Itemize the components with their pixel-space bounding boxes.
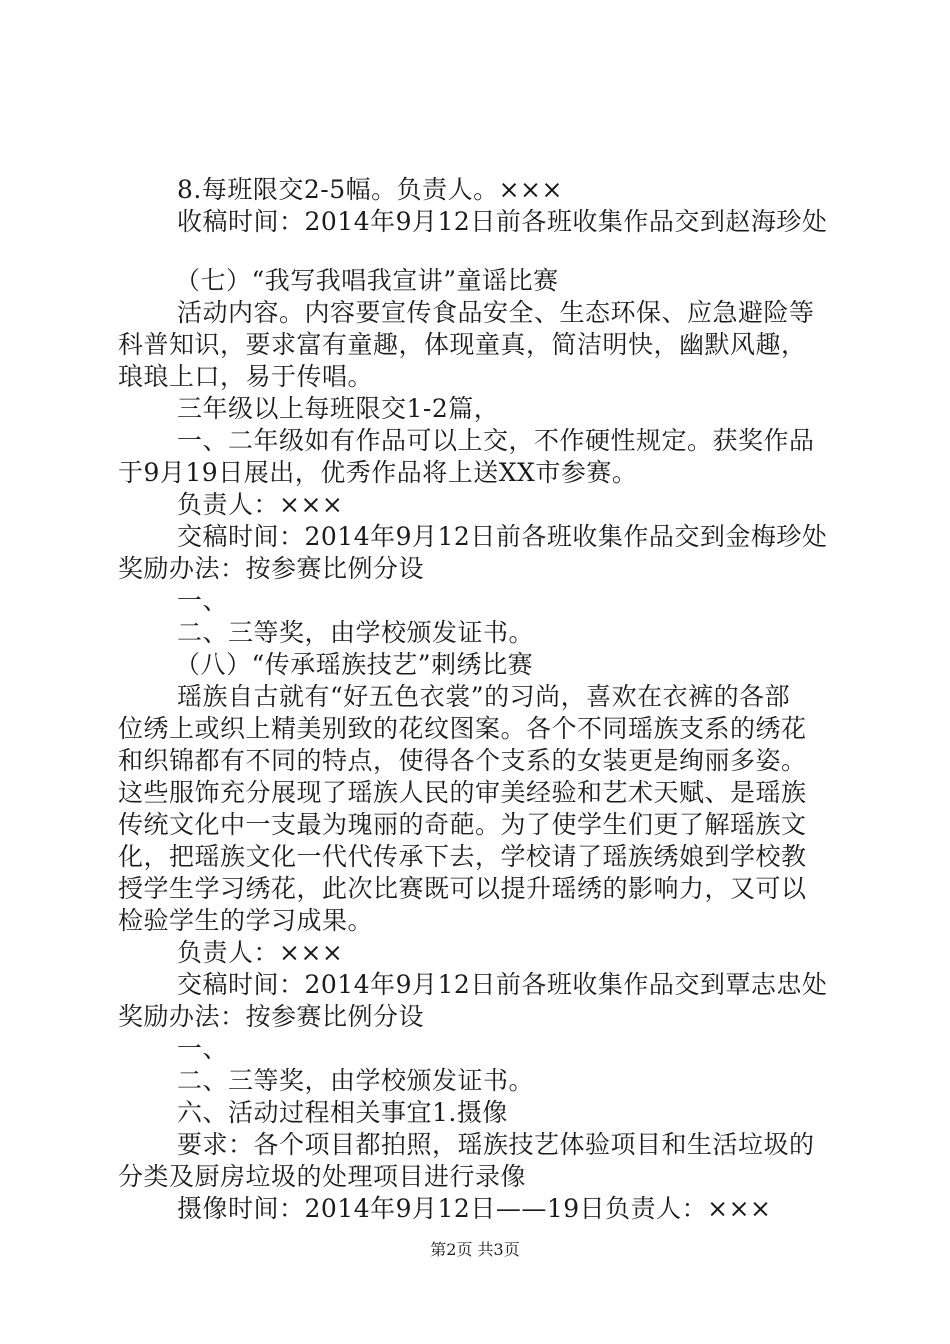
page-footer: 第2页 共3页: [430, 1240, 520, 1259]
text-line: 交稿时间：2014年9月12日前各班收集作品交到金梅珍处: [177, 522, 828, 551]
text-line: 奖励办法：按参赛比例分设: [118, 554, 425, 583]
text-line: 活动内容。内容要宣传食品安全、生态环保、应急避险等: [177, 298, 815, 327]
text-line: 授学生学习绣花，此次比赛既可以提升瑶绣的影响力，又可以: [118, 874, 807, 903]
text-line: 分类及厨房垃圾的处理项目进行录像: [118, 1162, 527, 1191]
text-line: 要求：各个项目都拍照，瑶族技艺体验项目和生活垃圾的: [177, 1130, 815, 1159]
text-line: 二、三等奖，由学校颁发证书。: [177, 1066, 535, 1095]
section-heading: （八）“传承瑶族技艺”刺绣比赛: [175, 650, 534, 679]
text-line: 和织锦都有不同的特点，使得各个支系的女装更是绚丽多姿。: [118, 746, 807, 775]
text-line: 瑶族自古就有“好五色衣裳”的习尚，喜欢在衣裤的各部: [177, 682, 791, 711]
text-line: 这些服饰充分展现了瑶族人民的审美经验和艺术天赋、是瑶族: [118, 778, 807, 807]
text-line: 一、: [177, 586, 229, 615]
text-line: 科普知识，要求富有童趣，体现童真，简洁明快，幽默风趣，: [118, 330, 807, 359]
text-line: 一、二年级如有作品可以上交，不作硬性规定。获奖作品: [177, 426, 815, 455]
text-line: 一、: [177, 1034, 229, 1063]
text-line: 奖励办法：按参赛比例分设: [118, 1002, 425, 1031]
text-line: 交稿时间：2014年9月12日前各班收集作品交到覃志忠处: [177, 970, 828, 999]
text-line: 检验学生的学习成果。: [118, 906, 374, 935]
text-line: 收稿时间：2014年9月12日前各班收集作品交到赵海珍处: [177, 207, 828, 236]
text-line: 传统文化中一支最为瑰丽的奇葩。为了使学生们更了解瑶族文: [118, 810, 807, 839]
text-line: 二、三等奖，由学校颁发证书。: [177, 618, 535, 647]
text-line: 8.每班限交2-5幅。负责人。×××: [177, 175, 563, 204]
text-line: 琅琅上口，易于传唱。: [118, 362, 374, 391]
text-line: 位绣上或织上精美别致的花纹图案。各个不同瑶族支系的绣花: [118, 714, 807, 743]
text-line: 于9月19日展出，优秀作品将上送XX市参赛。: [118, 458, 638, 487]
section-heading: （七）“我写我唱我宣讲”童谣比赛: [175, 266, 559, 295]
text-line: 负责人：×××: [177, 938, 344, 967]
text-line: 六、活动过程相关事宜1.摄像: [177, 1098, 508, 1127]
text-line: 三年级以上每班限交1-2篇，: [177, 394, 500, 423]
text-line: 摄像时间：2014年9月12日——19日负责人：×××: [177, 1194, 772, 1223]
text-line: 化，把瑶族文化一代代传承下去，学校请了瑶族绣娘到学校教: [118, 842, 807, 871]
text-line: 负责人：×××: [177, 490, 344, 519]
